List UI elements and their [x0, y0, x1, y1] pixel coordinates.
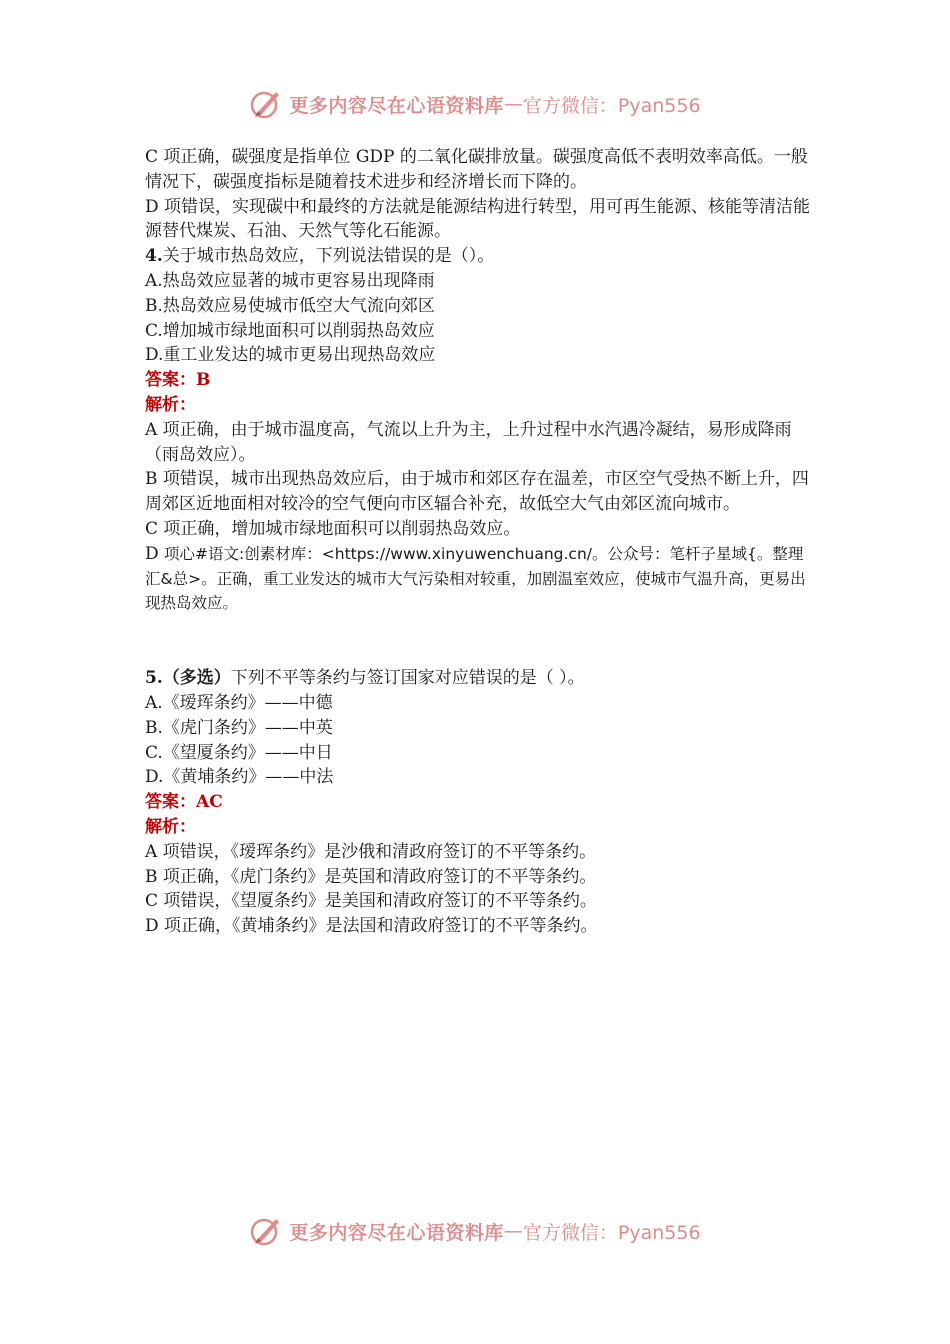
document-body	[145, 145, 815, 939]
pen-logo-icon	[249, 87, 283, 121]
q4-analysis-b: B 项错误，城市出现热岛效应后，由于城市和郊区存在温差，市区空气受热不断上升，四周郊区近地面相对较冷的空气便向市区辐合补充，故低空大气由郊区流向城市。	[145, 469, 809, 515]
spacer	[145, 616, 815, 666]
banner-main-text: 更多内容尽在心语资料库	[289, 1221, 504, 1244]
q4-analysis-d-prefix: D	[145, 543, 165, 564]
q5-answer: 答案：AC	[145, 792, 223, 813]
q4-option-c: C.增加城市绿地面积可以削弱热岛效应	[145, 320, 435, 341]
q5-option-d: D.《黄埔条约》——中法	[145, 767, 334, 788]
header-banner	[0, 84, 950, 124]
banner-main-text: 更多内容尽在心语资料库	[289, 94, 504, 117]
q4-question	[145, 244, 815, 269]
q3-analysis-d: D 项错误，实现碳中和最终的方法就是能源结构进行转型，用可再生能源、核能等清洁能源替代煤炭、石油、天然气等化石能源。	[145, 196, 811, 242]
q4-answer: 答案：B	[145, 370, 211, 391]
q4-option-d: D.重工业发达的城市更易出现热岛效应	[145, 345, 436, 366]
q4-analysis-d	[145, 542, 815, 616]
q5-question	[145, 666, 815, 691]
q5-number: 5.	[145, 668, 163, 689]
pen-logo-icon	[249, 1214, 283, 1248]
q4-option-a: A.热岛效应显著的城市更容易出现降雨	[145, 270, 435, 291]
banner-wechat-text: 官方微信：Pyan556	[522, 94, 701, 117]
q3-analysis-c: C 项正确，碳强度是指单位 GDP 的二氧化碳排放量。碳强度高低不表明效率高低。一般情况下，碳强度指标是随着技术进步和经济增长而下降的。	[145, 147, 808, 192]
q5-analysis-b: B 项正确，《虎门条约》是英国和清政府签订的不平等条约。	[145, 866, 597, 887]
q5-option-b: B.《虎门条约》——中英	[145, 717, 333, 738]
q4-analysis-d-body: 项心#语文:创素材库：<https://www.xinyuwenchuang.cn/。公众号：笔杆子星域{。整理汇&总>。正确，重工业发达的城市大气污染相对较重，加剧温室效应，使城市气温升高，更易出现热岛效应。	[145, 544, 806, 613]
q5-analysis-d: D 项正确，《黄埔条约》是法国和清政府签订的不平等条约。	[145, 916, 598, 937]
q5-option-c: C.《望厦条约》——中日	[145, 742, 333, 763]
q5-analysis-a: A 项错误，《瑷珲条约》是沙俄和清政府签订的不平等条约。	[145, 841, 597, 862]
q4-analysis-c: C 项正确，增加城市绿地面积可以削弱热岛效应。	[145, 518, 521, 539]
q4-number: 4.	[145, 246, 163, 267]
banner-dash: —	[503, 93, 523, 115]
banner-wechat-text: 官方微信：Pyan556	[522, 1221, 701, 1244]
q4-option-b: B.热岛效应易使城市低空大气流向郊区	[145, 295, 435, 316]
q5-stem: 下列不平等条约与签订国家对应错误的是（ ）。	[230, 668, 585, 689]
q4-analysis-label: 解析：	[145, 394, 196, 415]
q5-analysis-label: 解析：	[145, 816, 196, 837]
footer-banner	[0, 1211, 950, 1251]
q4-analysis-a: A 项正确，由于城市温度高，气流以上升为主，上升过程中水汽遇冷凝结，易形成降雨（雨岛效应）。	[145, 419, 792, 465]
q5-tag: （多选）	[162, 668, 231, 689]
banner-dash: —	[503, 1220, 523, 1242]
q4-stem: 关于城市热岛效应，下列说法错误的是（）。	[162, 246, 495, 267]
q5-option-a: A.《瑷珲条约》——中德	[145, 692, 333, 713]
q5-analysis-c: C 项错误，《望厦条约》是美国和清政府签订的不平等条约。	[145, 891, 597, 912]
